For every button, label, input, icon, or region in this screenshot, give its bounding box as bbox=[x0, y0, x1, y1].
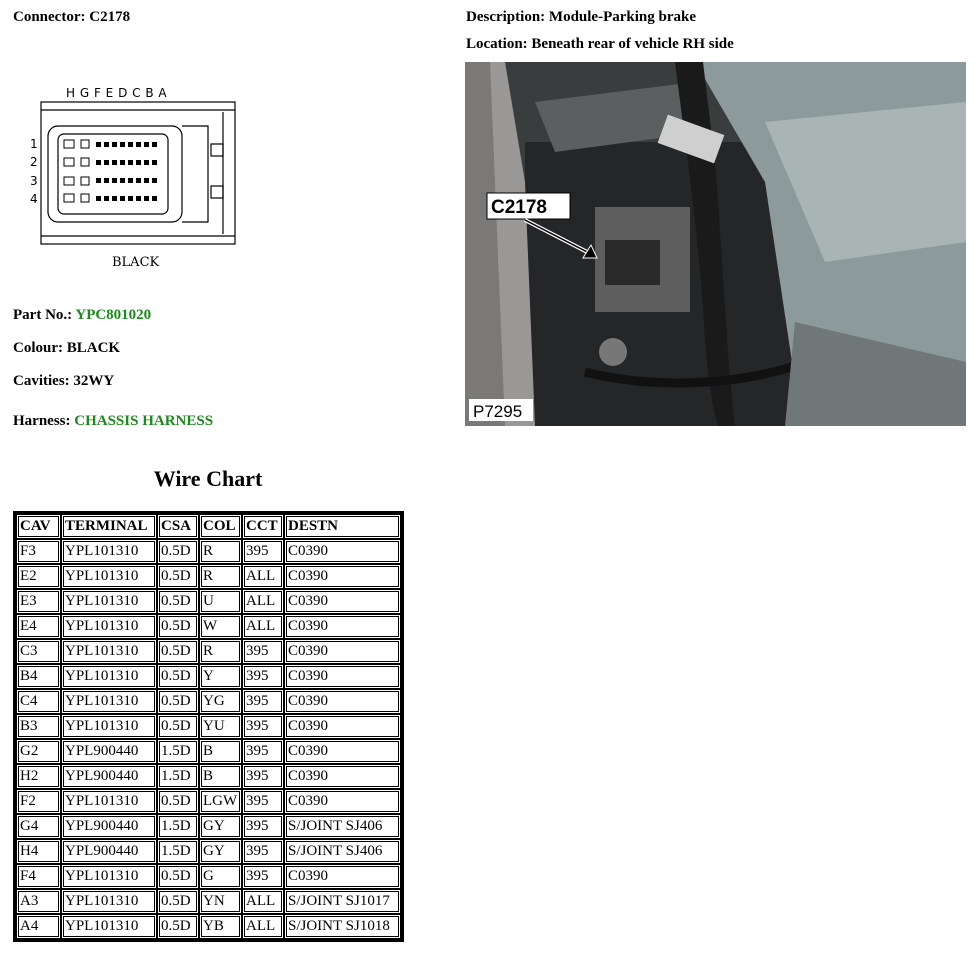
cell-csa: 1.5D bbox=[157, 764, 199, 789]
cell-cct: 395 bbox=[242, 764, 284, 789]
cell-terminal: YPL900440 bbox=[61, 814, 157, 839]
cell-cct: 395 bbox=[242, 739, 284, 764]
cell-destn: S/JOINT SJ1017 bbox=[284, 889, 401, 914]
cell-csa: 0.5D bbox=[157, 889, 199, 914]
cell-destn: C0390 bbox=[284, 539, 401, 564]
cell-cav: G4 bbox=[16, 814, 61, 839]
cell-col: U bbox=[199, 589, 242, 614]
colour-value: BLACK bbox=[66, 340, 121, 356]
cell-destn: C0390 bbox=[284, 739, 401, 764]
table-row bbox=[16, 764, 401, 789]
cell-terminal: YPL101310 bbox=[61, 589, 157, 614]
cell-destn: C0390 bbox=[284, 589, 401, 614]
cell-cav: A4 bbox=[16, 914, 61, 939]
cell-col: Y bbox=[199, 664, 242, 689]
cell-cct: 395 bbox=[242, 864, 284, 889]
harness-line bbox=[13, 413, 213, 430]
table-row bbox=[16, 639, 401, 664]
cavities-line bbox=[13, 373, 114, 390]
cell-csa: 0.5D bbox=[157, 639, 199, 664]
cell-cav: H4 bbox=[16, 839, 61, 864]
cell-terminal: YPL900440 bbox=[61, 739, 157, 764]
cell-cct: 395 bbox=[242, 689, 284, 714]
part-number-label: Part No.: bbox=[13, 307, 73, 323]
cell-cav: B4 bbox=[16, 664, 61, 689]
pinout-row-1: 1 bbox=[30, 137, 38, 151]
header-col: COL bbox=[199, 514, 242, 539]
cell-destn: S/JOINT SJ406 bbox=[284, 839, 401, 864]
cell-terminal: YPL101310 bbox=[61, 664, 157, 689]
table-row bbox=[16, 914, 401, 939]
pinout-row-2: 2 bbox=[30, 155, 38, 169]
cell-destn: C0390 bbox=[284, 639, 401, 664]
cell-cct: ALL bbox=[242, 889, 284, 914]
cell-col: R bbox=[199, 564, 242, 589]
cell-destn: C0390 bbox=[284, 689, 401, 714]
part-number-line bbox=[13, 307, 151, 324]
cell-csa: 0.5D bbox=[157, 614, 199, 639]
cell-cct: 395 bbox=[242, 839, 284, 864]
cell-destn: C0390 bbox=[284, 789, 401, 814]
cell-cct: 395 bbox=[242, 714, 284, 739]
cell-terminal: YPL101310 bbox=[61, 789, 157, 814]
cell-terminal: YPL101310 bbox=[61, 864, 157, 889]
wire-chart-table bbox=[13, 511, 404, 942]
cell-csa: 0.5D bbox=[157, 914, 199, 939]
cell-col: GY bbox=[199, 839, 242, 864]
cell-cct: 395 bbox=[242, 789, 284, 814]
cell-col: R bbox=[199, 639, 242, 664]
table-row bbox=[16, 789, 401, 814]
location-label: Location: bbox=[466, 36, 528, 52]
cell-col: GY bbox=[199, 814, 242, 839]
cell-terminal: YPL101310 bbox=[61, 639, 157, 664]
header-csa: CSA bbox=[157, 514, 199, 539]
cell-terminal: YPL101310 bbox=[61, 564, 157, 589]
cell-col: G bbox=[199, 864, 242, 889]
photo-callout: C2178 bbox=[491, 197, 547, 218]
cell-cct: ALL bbox=[242, 614, 284, 639]
cell-csa: 0.5D bbox=[157, 589, 199, 614]
cell-cav: E4 bbox=[16, 614, 61, 639]
cell-terminal: YPL900440 bbox=[61, 839, 157, 864]
cell-terminal: YPL900440 bbox=[61, 764, 157, 789]
cell-destn: C0390 bbox=[284, 564, 401, 589]
cell-destn: C0390 bbox=[284, 714, 401, 739]
cell-col: B bbox=[199, 739, 242, 764]
cell-cav: E2 bbox=[16, 564, 61, 589]
table-row bbox=[16, 864, 401, 889]
cavities-label: Cavities: bbox=[13, 373, 70, 389]
cell-cav: B3 bbox=[16, 714, 61, 739]
cell-cct: 395 bbox=[242, 814, 284, 839]
cell-cav: F2 bbox=[16, 789, 61, 814]
cell-col: YU bbox=[199, 714, 242, 739]
cell-col: LGW bbox=[199, 789, 242, 814]
cell-csa: 0.5D bbox=[157, 564, 199, 589]
harness-label: Harness: bbox=[13, 413, 71, 429]
pinout-column-letters: H G F E D C B A bbox=[66, 86, 168, 100]
cell-csa: 1.5D bbox=[157, 739, 199, 764]
table-row bbox=[16, 564, 401, 589]
table-row bbox=[16, 539, 401, 564]
table-row bbox=[16, 664, 401, 689]
table-row bbox=[16, 614, 401, 639]
cell-col: R bbox=[199, 539, 242, 564]
cell-cav: G2 bbox=[16, 739, 61, 764]
description-line bbox=[466, 9, 696, 26]
cell-cav: F4 bbox=[16, 864, 61, 889]
connector-value: C2178 bbox=[89, 9, 131, 25]
cell-col: YN bbox=[199, 889, 242, 914]
cell-terminal: YPL101310 bbox=[61, 689, 157, 714]
cell-destn: C0390 bbox=[284, 614, 401, 639]
cell-cct: ALL bbox=[242, 914, 284, 939]
cell-col: W bbox=[199, 614, 242, 639]
location-line bbox=[466, 36, 734, 53]
cell-terminal: YPL101310 bbox=[61, 914, 157, 939]
cell-csa: 1.5D bbox=[157, 814, 199, 839]
header-terminal: TERMINAL bbox=[61, 514, 157, 539]
wire-chart-title: Wire Chart bbox=[153, 466, 263, 491]
pinout-row-4: 4 bbox=[30, 192, 38, 206]
cell-cct: ALL bbox=[242, 564, 284, 589]
cell-col: B bbox=[199, 764, 242, 789]
cell-terminal: YPL101310 bbox=[61, 539, 157, 564]
cell-csa: 0.5D bbox=[157, 714, 199, 739]
connector-label: Connector: bbox=[13, 9, 86, 25]
part-number-value: YPC801020 bbox=[75, 307, 152, 323]
cell-cav: H2 bbox=[16, 764, 61, 789]
table-row bbox=[16, 814, 401, 839]
table-row bbox=[16, 689, 401, 714]
cell-cav: E3 bbox=[16, 589, 61, 614]
cell-cct: 395 bbox=[242, 664, 284, 689]
header-destn: DESTN bbox=[284, 514, 401, 539]
cell-cav: A3 bbox=[16, 889, 61, 914]
cell-cav: F3 bbox=[16, 539, 61, 564]
cell-cav: C3 bbox=[16, 639, 61, 664]
cell-terminal: YPL101310 bbox=[61, 614, 157, 639]
cell-csa: 0.5D bbox=[157, 689, 199, 714]
wire-chart-body bbox=[16, 539, 401, 939]
cell-csa: 1.5D bbox=[157, 839, 199, 864]
description-label: Description: bbox=[466, 9, 546, 25]
table-row bbox=[16, 889, 401, 914]
colour-line bbox=[13, 340, 120, 357]
cell-destn: S/JOINT SJ406 bbox=[284, 814, 401, 839]
colour-label: Colour: bbox=[13, 340, 63, 356]
cell-destn: C0390 bbox=[284, 764, 401, 789]
cell-destn: C0390 bbox=[284, 664, 401, 689]
cell-cav: C4 bbox=[16, 689, 61, 714]
header-cct: CCT bbox=[242, 514, 284, 539]
cell-csa: 0.5D bbox=[157, 789, 199, 814]
photo-figure-id: P7295 bbox=[473, 402, 523, 421]
cell-csa: 0.5D bbox=[157, 864, 199, 889]
cell-cct: 395 bbox=[242, 639, 284, 664]
cell-destn: S/JOINT SJ1018 bbox=[284, 914, 401, 939]
table-row bbox=[16, 739, 401, 764]
connector-pinout-diagram bbox=[28, 82, 243, 272]
location-photo bbox=[465, 62, 966, 426]
location-value: Beneath rear of vehicle RH side bbox=[531, 36, 734, 52]
table-row bbox=[16, 589, 401, 614]
cell-csa: 0.5D bbox=[157, 539, 199, 564]
pinout-row-3: 3 bbox=[30, 174, 38, 188]
wire-chart-header-row bbox=[16, 514, 401, 539]
description-value: Module-Parking brake bbox=[548, 9, 696, 25]
table-row bbox=[16, 714, 401, 739]
harness-value: CHASSIS HARNESS bbox=[74, 413, 214, 429]
cell-terminal: YPL101310 bbox=[61, 714, 157, 739]
cell-csa: 0.5D bbox=[157, 664, 199, 689]
cell-cct: ALL bbox=[242, 589, 284, 614]
cell-col: YB bbox=[199, 914, 242, 939]
connector-line bbox=[13, 9, 130, 26]
header-cav: CAV bbox=[16, 514, 61, 539]
cell-cct: 395 bbox=[242, 539, 284, 564]
cell-col: YG bbox=[199, 689, 242, 714]
table-row bbox=[16, 839, 401, 864]
cell-destn: C0390 bbox=[284, 864, 401, 889]
pinout-colour-caption: BLACK bbox=[112, 255, 160, 270]
cavities-value: 32WY bbox=[73, 373, 115, 389]
cell-terminal: YPL101310 bbox=[61, 889, 157, 914]
